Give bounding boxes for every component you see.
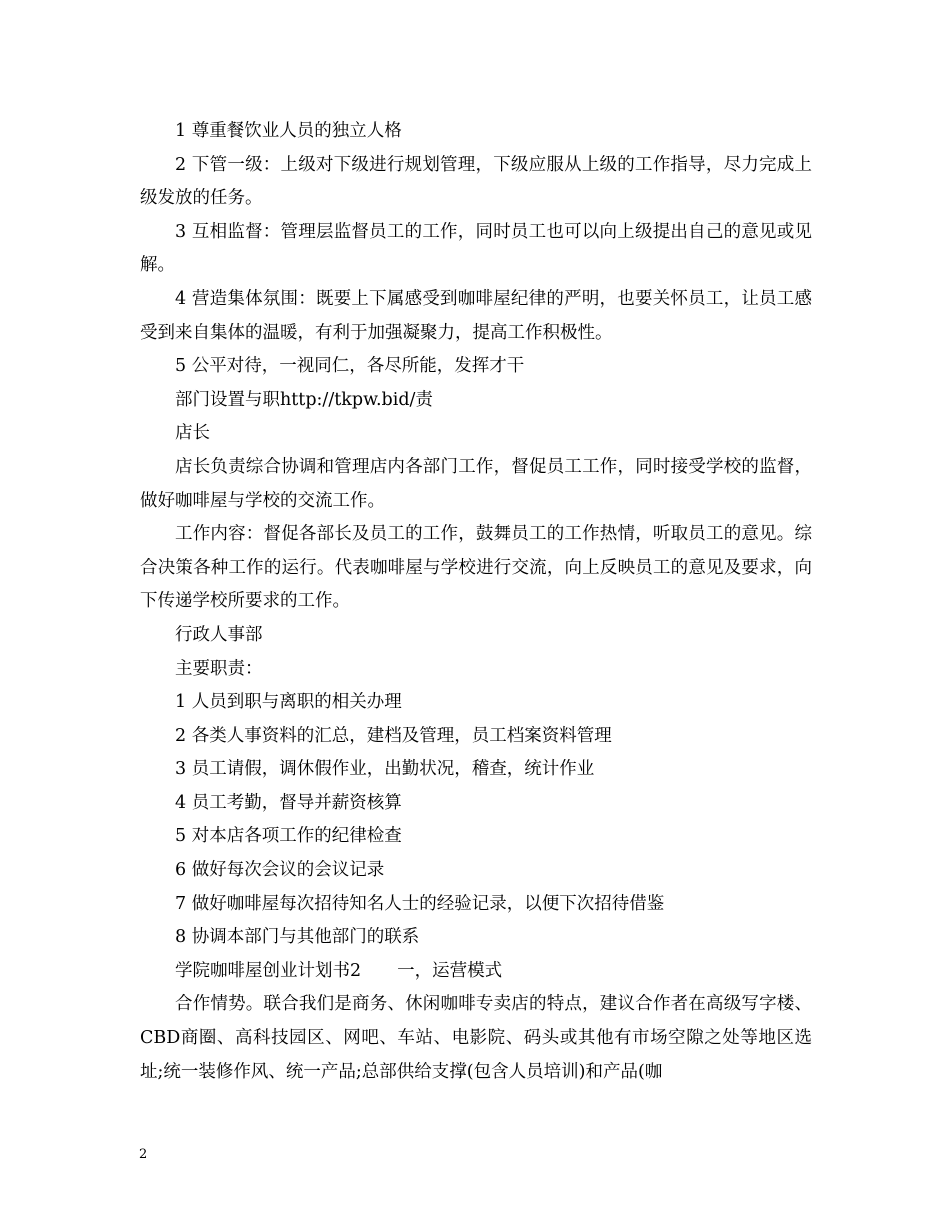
duty-item-2: 2 各类人事资料的汇总，建档及管理，员工档案资料管理: [175, 725, 612, 746]
duty-item-5: 5 对本店各项工作的纪律检查: [175, 826, 402, 847]
heading-admin-hr: 行政人事部: [175, 624, 263, 645]
section-title: 学院咖啡屋创业计划书2: [175, 960, 362, 981]
page-number: 2: [139, 1147, 148, 1162]
section-subtitle: 一，运营模式: [397, 960, 503, 981]
paragraph-4: 4 营造集体氛围：既要上下属感受到咖啡屋纪律的严明，也要关怀员工，让员工感受到来自集体的温暖，有利于加强凝聚力，提高工作积极性。: [140, 288, 812, 343]
paragraph-9: 工作内容：督促各部长及员工的工作，鼓舞员工的工作热情，听取员工的意见。综合决策各种工作的运行。代表咖啡屋与学校进行交流，向上反映员工的意见及要求，向下传递学校所要求的工作。: [140, 524, 812, 612]
duty-item-4: 4 员工考勤，督导并薪资核算: [175, 792, 402, 813]
document-body: [140, 115, 812, 1089]
section-heading: [140, 955, 812, 989]
paragraph-2: 2 下管一级：上级对下级进行规划管理，下级应服从上级的工作指导，尽力完成上级发放的任务。: [140, 154, 812, 209]
duty-item-1: 1 人员到职与离职的相关办理: [175, 692, 402, 713]
paragraph-1: 1 尊重餐饮业人员的独立人格: [175, 121, 402, 141]
paragraph-3: 3 互相监督：管理层监督员工的工作，同时员工也可以向上级提出自己的意见或见解。: [140, 221, 812, 276]
paragraph-6: 部门设置与职http://tkpw.bid/责: [175, 389, 433, 410]
heading-store-manager: 店长: [175, 423, 210, 444]
paragraph-5: 5 公平对待，一视同仁，各尽所能，发挥才干: [175, 356, 525, 377]
duty-item-6: 6 做好每次会议的会议记录: [175, 860, 385, 881]
paragraph-last: 合作情势。联合我们是商务、休闲咖啡专卖店的特点，建议合作者在高级写字楼、CBD商圈、高科技园区、网吧、车站、电影院、码头或其他有市场空隙之处等地区选址;统一装修作风、统一产品;总部供给支撑(包含人员培训)和产品(咖: [140, 994, 812, 1082]
duty-item-8: 8 协调本部门与其他部门的联系: [175, 927, 420, 948]
paragraph-8: 店长负责综合协调和管理店内各部门工作，督促员工工作，同时接受学校的监督，做好咖啡屋与学校的交流工作。: [140, 456, 812, 511]
duty-item-3: 3 员工请假，调休假作业，出勤状况，稽查，统计作业: [175, 759, 595, 780]
heading-main-duties: 主要职责：: [175, 658, 263, 679]
duty-item-7: 7 做好咖啡屋每次招待知名人士的经验记录，以便下次招待借鉴: [175, 893, 665, 914]
